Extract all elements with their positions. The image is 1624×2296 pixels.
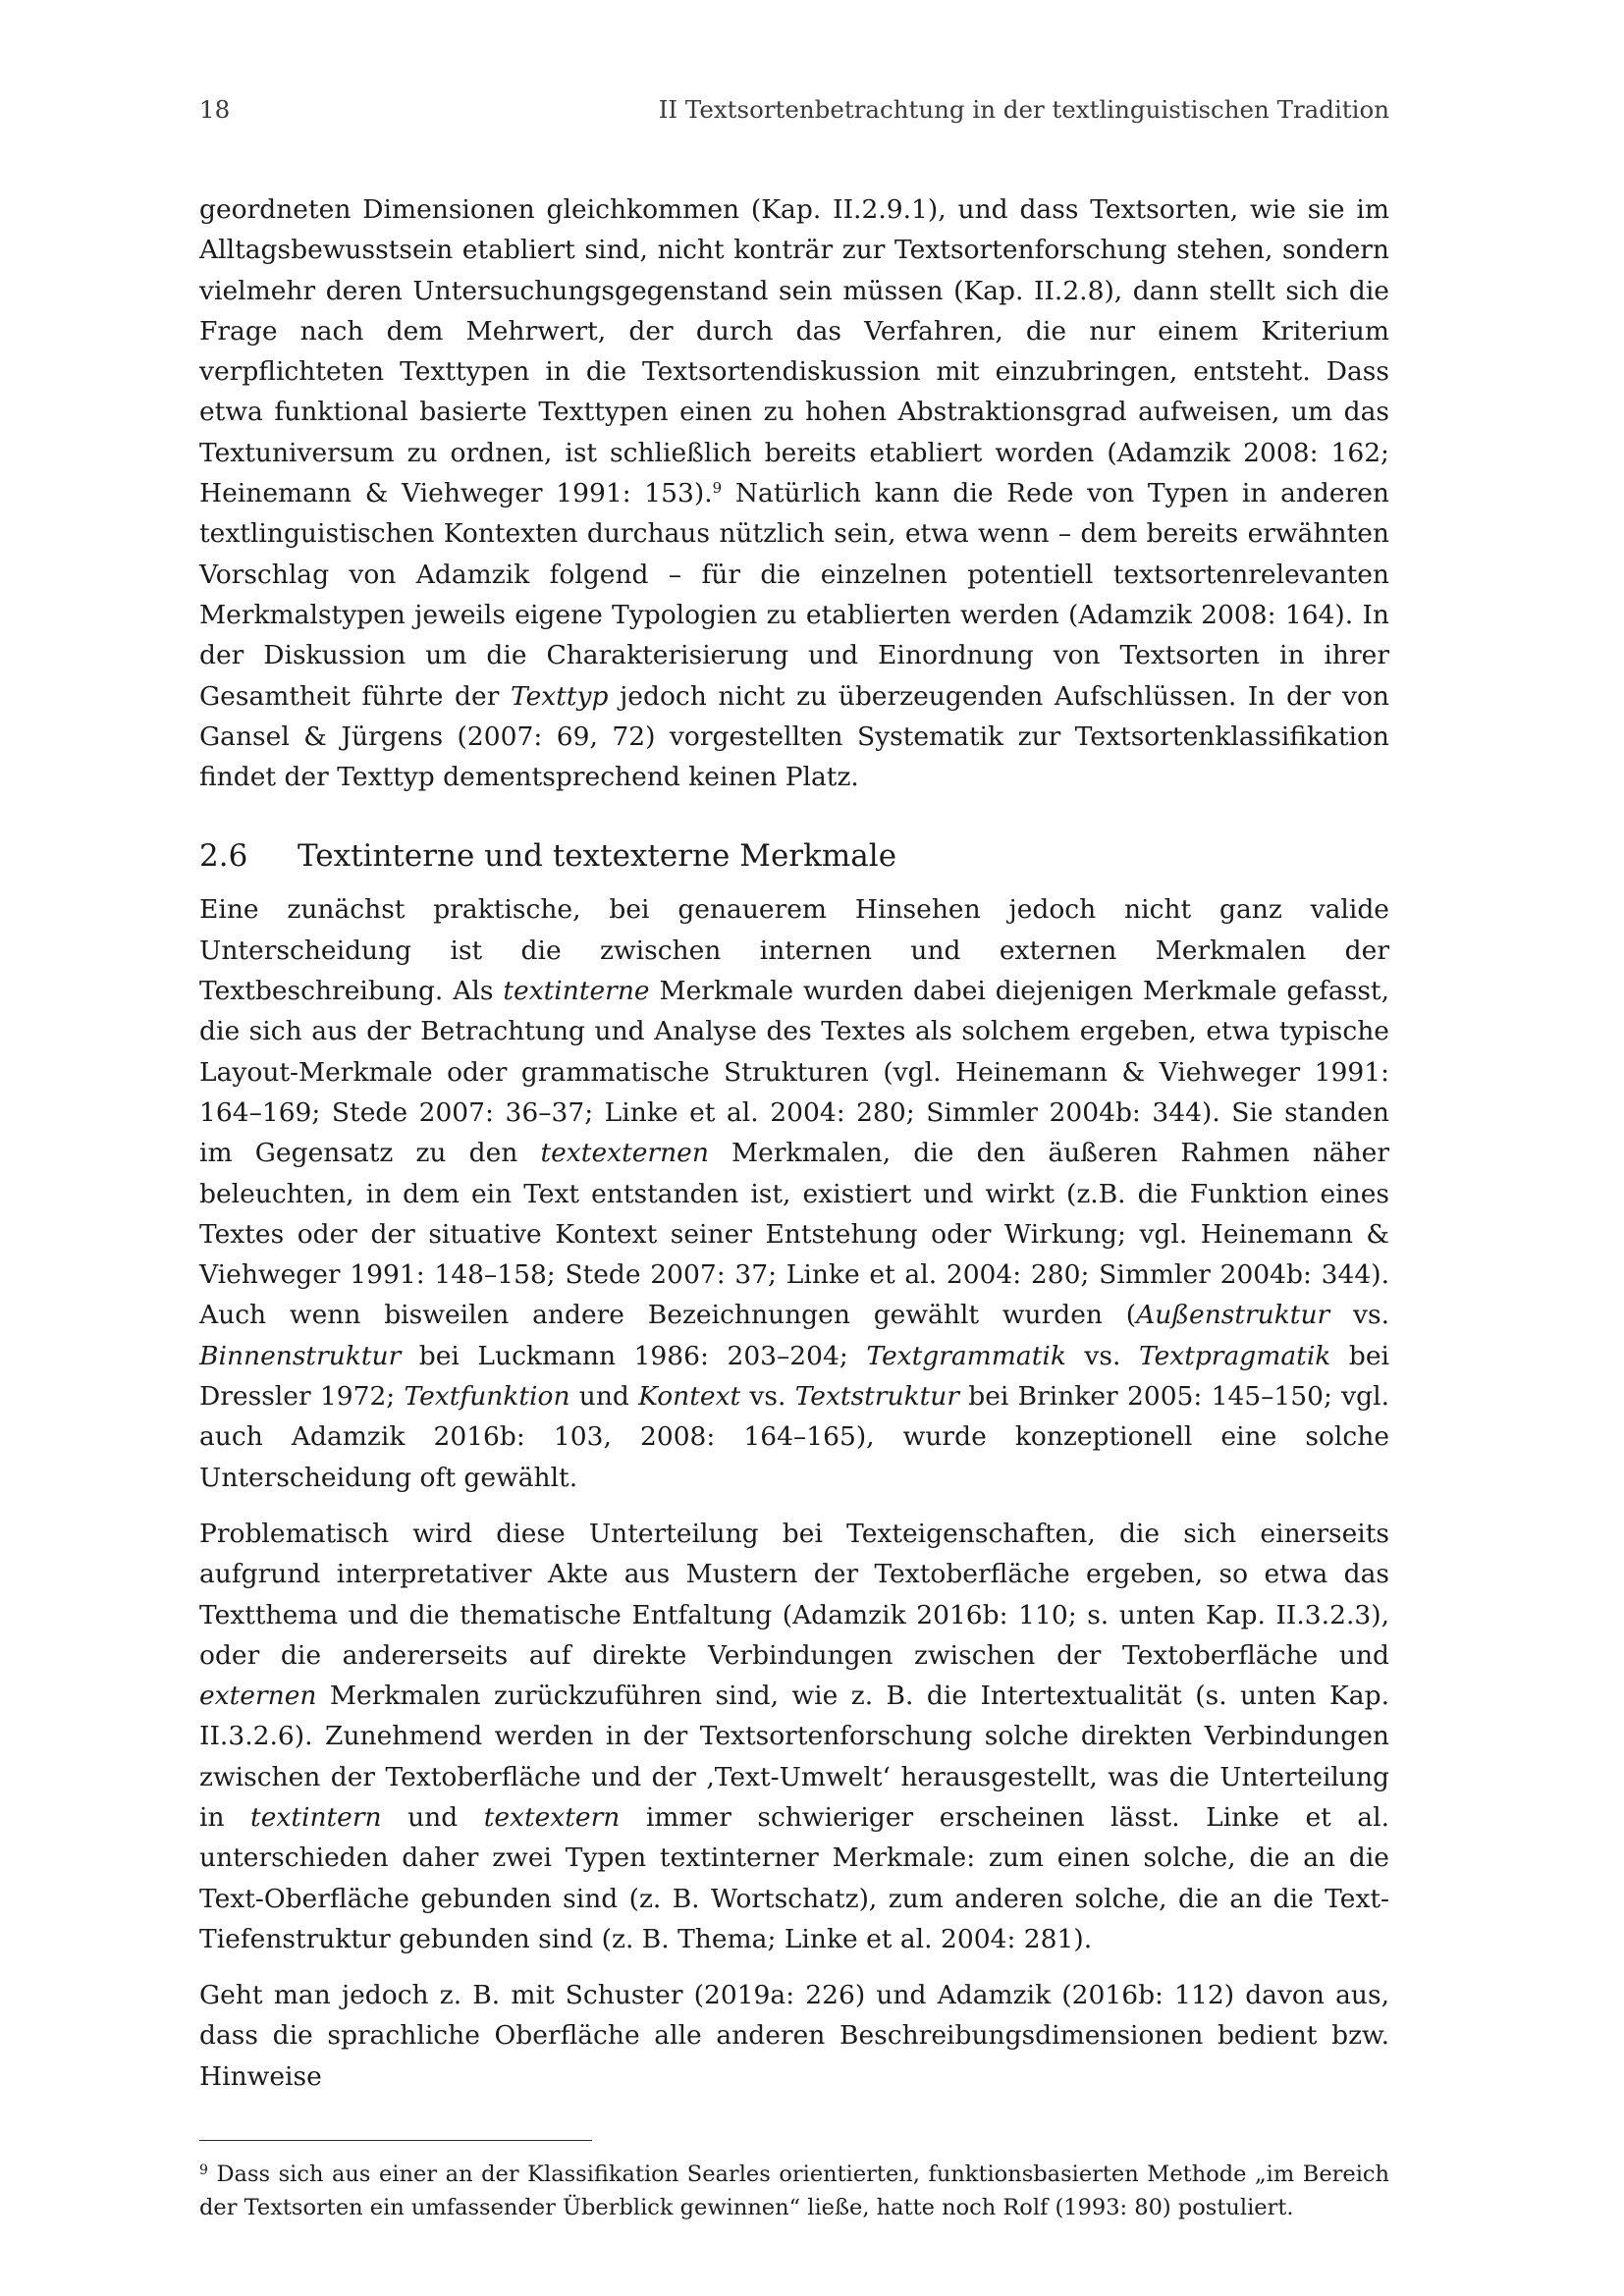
text-run: immer schwieriger erscheinen lässt. Linke et al. unterschieden daher zwei Typen textinterner Merkmale: zum einen solche, die an die Text-Oberfläche gebunden sind (z. B. Wortschatz), zum anderen solche, die an die Text-Tiefenstruktur gebunden sind (z. B. Thema; Linke et al. 2004: 281).	[199, 1801, 1389, 1954]
text-run: bei Luckmann 1986: 203–204;	[401, 1340, 867, 1371]
section-heading	[199, 836, 1389, 876]
text-run: Merkmalen zurückzuführen sind, wie z. B. die Intertextualität (s. unten Kap. II.3.2.6). Zunehmend werden in der Textsortenforschung solche direkten Verbindungen zwischen der Textoberfläche und der ‚Text-Umwelt‘ herausgestellt, was die Unterteilung in	[199, 1681, 1389, 1833]
section-title: Textinterne und textexterne Merkmale	[298, 838, 897, 875]
text-run: Problematisch wird diese Unterteilung bei Texteigenschaften, die sich einerseits aufgrund interpretativer Akte aus Mustern der Textoberfläche ergeben, so etwa das Textthema und die thematische Entfaltung (Adamzik 2016b: 110; s. unten Kap. II.3.2.3), oder die andererseits auf direkte Verbindungen zwischen der Textoberfläche und	[199, 1518, 1389, 1671]
text-run: jedoch nicht zu überzeugenden Aufschlüssen. In der von Gansel & Jürgens (2007: 69, 72) vorgestellten Systematik zur Textsortenklassifikation findet der Texttyp dementsprechend keinen Platz.	[199, 680, 1389, 793]
body-text	[199, 189, 1389, 2224]
emphasis: Außenstruktur	[1136, 1300, 1330, 1331]
emphasis: textextern	[483, 1801, 621, 1833]
page	[199, 93, 1389, 2224]
emphasis: Textfunktion	[404, 1381, 570, 1413]
text-run: Merkmale wurden dabei diejenigen Merkmale gefasst, die sich aus der Betrachtung und Analyse des Textes als solchem ergeben, etwa typische Layout-Merkmale oder grammatische Strukturen (vgl. Heinemann & Viehweger 1991: 164–169; Stede 2007: 36–37; Linke et al. 2004: 280; Simmler 2004b: 344). Sie standen im Gegensatz zu den	[199, 976, 1389, 1169]
text-run: Eine zunächst praktische, bei genauerem Hinsehen jedoch nicht ganz valide Unterscheidung ist die zwischen internen und externen Merkmalen der Textbeschreibung. Als	[199, 894, 1389, 1007]
text-run: Merkmalen, die den äußeren Rahmen näher beleuchten, in dem ein Text entstanden ist, existiert und wirkt (z.B. die Funktion eines Textes oder der situative Kontext seiner Entstehung oder Wirkung; vgl. Heinemann & Viehweger 1991: 148–158; Stede 2007: 37; Linke et al. 2004: 280; Simmler 2004b: 344). Auch wenn bisweilen andere Bezeichnungen gewählt wurden (	[199, 1138, 1389, 1331]
emphasis: textintern	[250, 1801, 382, 1833]
footnote-marker: 9	[199, 2163, 208, 2179]
running-title: II Textsortenbetrachtung in der textlinguistischen Tradition	[658, 95, 1389, 124]
footnote-text: Dass sich aus einer an der Klassifikation Searles orientierten, funktionsbasierten Methode „im Bereich der Textsorten ein umfassender Überblick gewinnen“ ließe, hatte noch Rolf (1993: 80) postuliert.	[199, 2162, 1389, 2220]
text-run: bei Dressler 1972;	[199, 1340, 1390, 1413]
footnote-separator	[199, 2140, 592, 2141]
paragraph-1	[199, 189, 1389, 797]
emphasis: Texttyp	[510, 680, 609, 712]
text-run: bei Brinker 2005: 145–150; vgl. auch Adamzik 2016b: 103, 2008: 164–165), wurde konzeptionell eine solche Unterscheidung oft gewählt.	[199, 1381, 1390, 1493]
text-run: Natürlich kann die Rede von Typen in anderen textlinguistischen Kontexten durchaus nützlich sein, etwa wenn – dem bereits erwähnten Vorschlag von Adamzik folgend – für die einzelnen potentiell textsortenrelevanten Merkmalstypen jeweils eigene Typologien zu etablierten werden (Adamzik 2008: 164). In der Diskussion um die Charakterisierung und Einordnung von Textsorten in ihrer Gesamtheit führte der	[199, 478, 1389, 712]
section-number: 2.6	[199, 838, 248, 875]
emphasis: Textgrammatik	[866, 1340, 1066, 1371]
emphasis: textinterne	[503, 976, 650, 1007]
footnote-9	[199, 2159, 1389, 2224]
emphasis: Textpragmatik	[1138, 1340, 1331, 1371]
text-run: vs.	[1329, 1300, 1390, 1331]
paragraph-2	[199, 889, 1389, 1497]
emphasis: textexternen	[540, 1138, 709, 1169]
emphasis: Textstruktur	[794, 1381, 960, 1413]
text-run: vs.	[1065, 1340, 1139, 1371]
emphasis: Kontext	[638, 1381, 741, 1413]
emphasis: externen	[199, 1681, 317, 1712]
running-header	[199, 93, 1389, 127]
page-number: 18	[199, 95, 231, 124]
paragraph-3	[199, 1514, 1389, 1959]
text-run: und	[381, 1801, 484, 1833]
emphasis: Binnenstruktur	[199, 1340, 402, 1371]
text-run: und	[569, 1381, 639, 1413]
text-run: geordneten Dimensionen gleichkommen (Kap. II.2.9.1), und dass Textsorten, wie sie im Alltagsbewusstsein etabliert sind, nicht konträr zur Textsortenforschung stehen, sondern vielmehr deren Untersuchungsgegenstand sein müssen (Kap. II.2.8), dann stellt sich die Frage nach dem Mehrwert, der durch das Verfahren, die nur einem Kriterium verpflichteten Texttypen in die Textsortendiskussion mit einzubringen, entsteht. Dass etwa funktional basierte Texttypen einen zu hohen Abstraktionsgrad aufweisen, um das Textuniversum zu ordnen, ist schließlich bereits etabliert worden (Adamzik 2008: 162; Heinemann & Viehweger 1991: 153).	[199, 194, 1389, 509]
text-run: Geht man jedoch z. B. mit Schuster (2019a: 226) und Adamzik (2016b: 112) davon aus, dass die sprachliche Oberfläche alle anderen Beschreibungsdimensionen bedient bzw. Hinweise	[199, 1980, 1389, 2092]
footnote-reference[interactable]: 9	[712, 479, 723, 498]
text-run: vs.	[740, 1381, 795, 1413]
paragraph-4	[199, 1975, 1389, 2097]
